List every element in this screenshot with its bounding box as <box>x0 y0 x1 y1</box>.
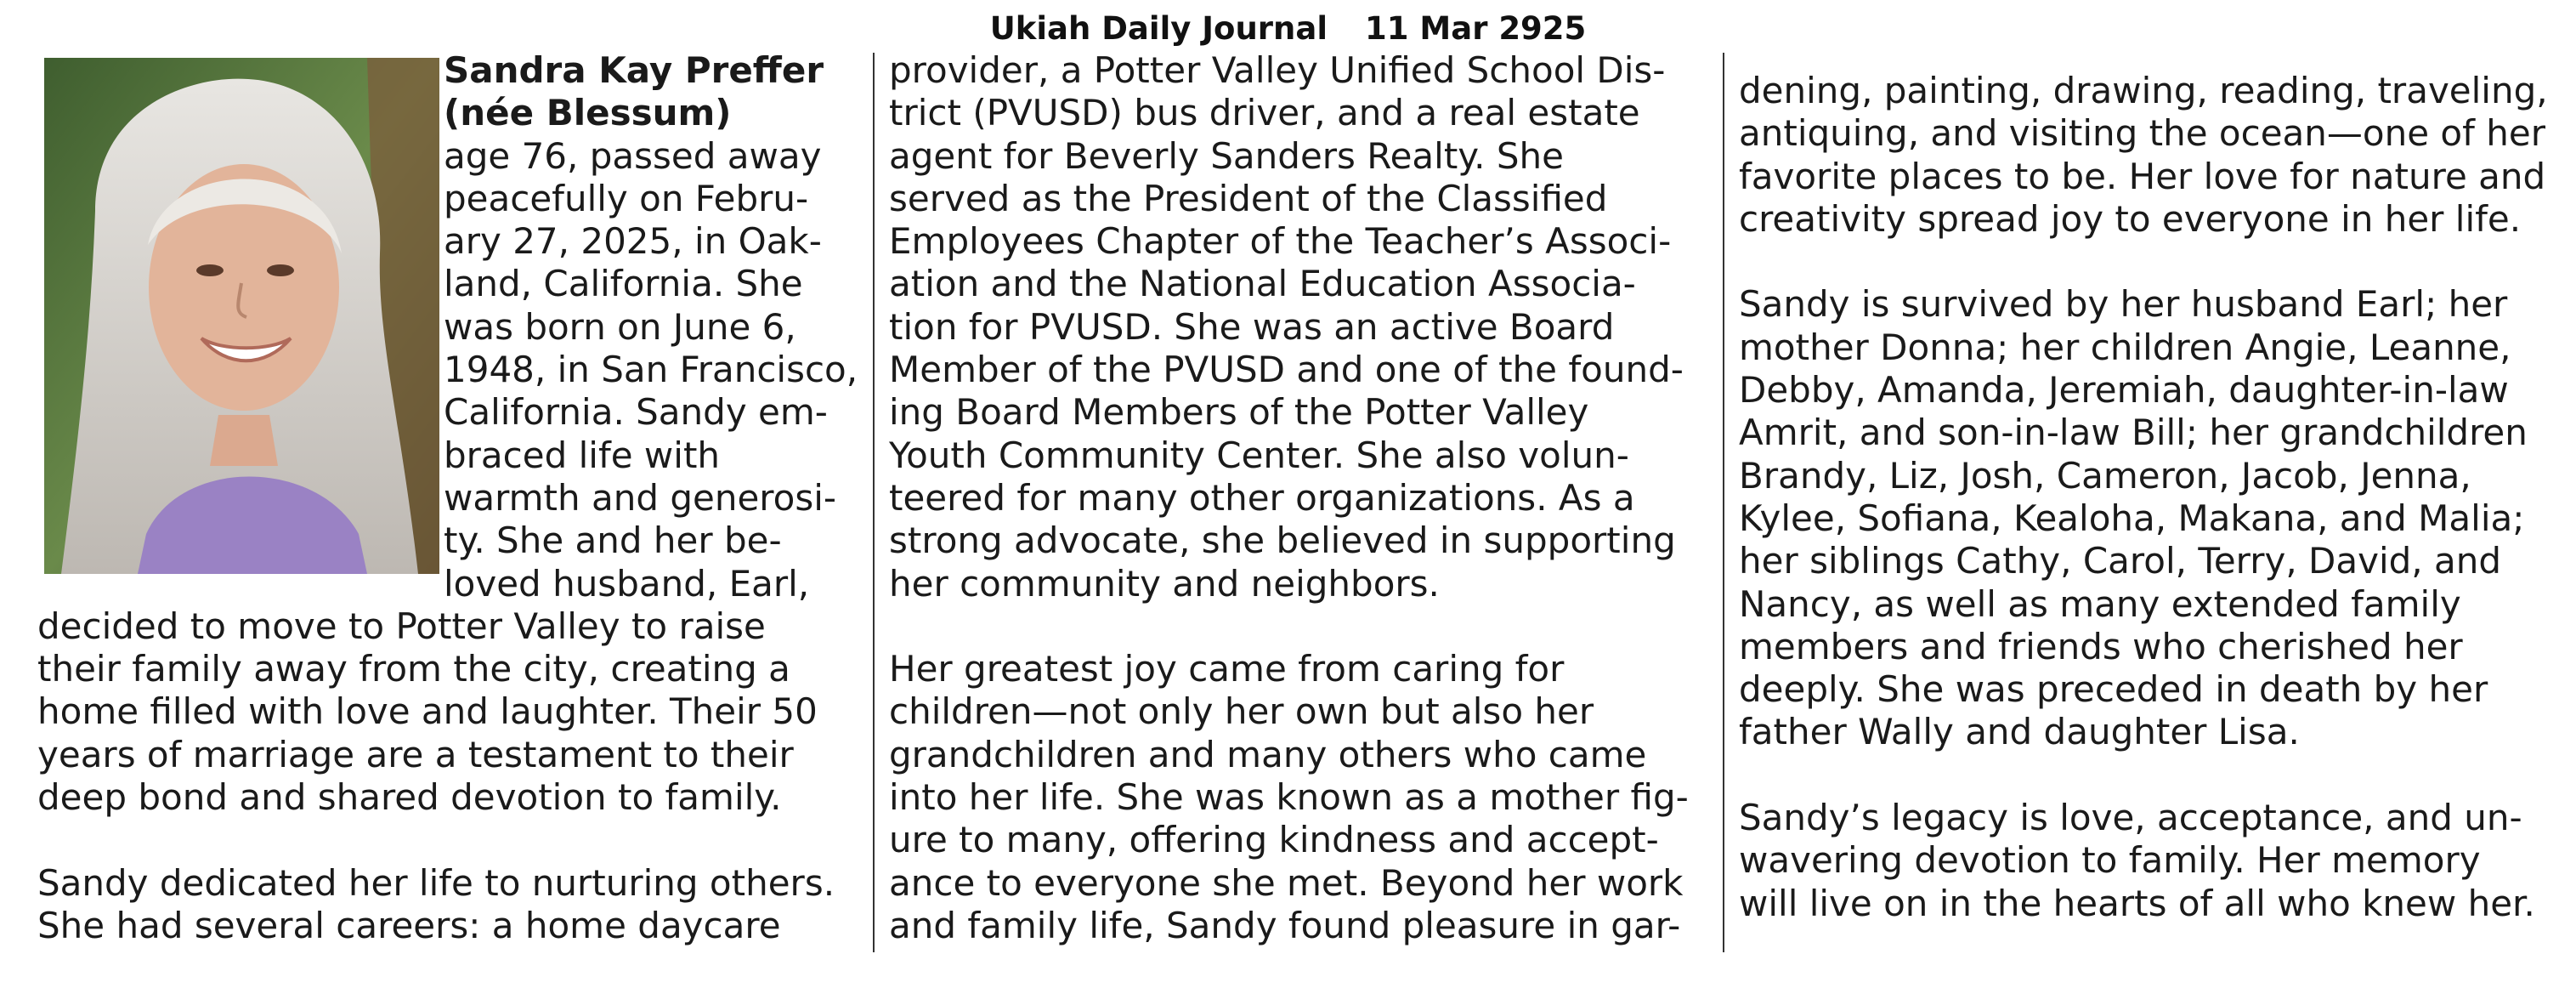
text-line: Youth Community Center. She also volun- <box>889 434 1629 476</box>
text-line: provider, a Potter Valley Unified School Dis- <box>889 49 1666 91</box>
text-line: their family away from the city, creating a <box>37 648 790 690</box>
text-line: Sandy dedicated her life to nurturing others. <box>37 861 835 904</box>
paragraph-break <box>889 605 1722 648</box>
text-line: and family life, Sandy found pleasure in gar- <box>889 904 1681 946</box>
text-line: California. Sandy em- <box>444 391 828 434</box>
text-line: teered for many other organizations. As a <box>889 476 1635 519</box>
text-line: ance to everyone she met. Beyond her work <box>889 861 1684 904</box>
publication-date: 11 Mar 2925 <box>1365 10 1587 47</box>
text-line: ure to many, offering kindness and accept- <box>889 819 1659 861</box>
column-divider <box>873 53 875 952</box>
paragraph-break <box>37 819 879 861</box>
text-line: home filled with love and laughter. Their 50 <box>37 690 818 733</box>
text-line: members and friends who cherished her <box>1739 625 2463 667</box>
text-line: Brandy, Liz, Josh, Cameron, Jacob, Jenna, <box>1739 454 2471 497</box>
text-line: wavering devotion to family. Her memory <box>1739 839 2481 882</box>
deceased-name: Sandra Kay Preffer <box>444 49 824 91</box>
maiden-name: (née Blessum) <box>444 92 732 134</box>
text-line: ing Board Members of the Potter Valley <box>889 391 1589 434</box>
text-line: children—not only her own but also her <box>889 690 1594 733</box>
text-line: trict (PVUSD) bus driver, and a real estate <box>889 92 1640 134</box>
paragraph-break <box>1739 241 2572 283</box>
text-line: Amrit, and son-in-law Bill; her grandchildren <box>1739 412 2528 454</box>
text-line: creativity spread joy to everyone in her life. <box>1739 197 2522 240</box>
text-line: her community and neighbors. <box>889 562 1440 605</box>
column-1 <box>37 49 879 947</box>
text-line: Her greatest joy came from caring for <box>889 648 1565 690</box>
text-line: strong advocate, she believed in supporting <box>889 520 1676 562</box>
text-line: Member of the PVUSD and one of the found- <box>889 349 1684 391</box>
text-line: ty. She and her be- <box>444 520 782 562</box>
column-divider <box>1723 53 1724 952</box>
text-line: Employees Chapter of the Teacher’s Associ- <box>889 220 1672 263</box>
text-line: braced life with <box>444 434 721 476</box>
newspaper-name: Ukiah Daily Journal <box>989 10 1328 47</box>
text-line: peacefully on Febru- <box>444 177 809 219</box>
text-line: loved husband, Earl, <box>444 562 810 605</box>
text-line: deep bond and shared devotion to family. <box>37 776 782 819</box>
text-line: warmth and generosi- <box>444 476 837 519</box>
text-line: tion for PVUSD. She was an active Board <box>889 305 1615 348</box>
text-line: Nancy, as well as many extended family <box>1739 582 2461 625</box>
text-line: favorite places to be. Her love for nature and <box>1739 155 2546 197</box>
column-2 <box>889 49 1722 947</box>
text-line: 1948, in San Francisco, <box>444 349 858 391</box>
text-line: ation and the National Education Associa- <box>889 263 1636 305</box>
text-line: Debby, Amanda, Jeremiah, daughter-in-law <box>1739 369 2509 412</box>
text-line: grandchildren and many others who came <box>889 733 1647 775</box>
text-line: land, California. She <box>444 263 803 305</box>
column-3 <box>1739 70 2572 925</box>
text-line: Sandy’s legacy is love, acceptance, and un- <box>1739 797 2522 839</box>
masthead <box>0 10 2576 51</box>
text-line: deeply. She was preceded in death by her <box>1739 668 2488 711</box>
text-line: Sandy is survived by her husband Earl; her <box>1739 283 2508 326</box>
text-line: She had several careers: a home daycare <box>37 904 781 946</box>
text-line: into her life. She was known as a mother fig- <box>889 776 1689 819</box>
text-line: decided to move to Potter Valley to raise <box>37 605 766 647</box>
text-line: her siblings Cathy, Carol, Terry, David, and <box>1739 540 2502 582</box>
text-line: dening, painting, drawing, reading, traveling, <box>1739 70 2548 111</box>
text-line: age 76, passed away <box>444 134 822 177</box>
text-line: father Wally and daughter Lisa. <box>1739 711 2300 753</box>
text-line: served as the President of the Classified <box>889 177 1608 219</box>
text-line: ary 27, 2025, in Oak- <box>444 220 822 263</box>
text-line: will live on in the hearts of all who knew her. <box>1739 882 2535 924</box>
text-line: years of marriage are a testament to their <box>37 733 794 775</box>
text-line: antiquing, and visiting the ocean—one of her <box>1739 112 2545 155</box>
text-line: was born on June 6, <box>444 305 796 348</box>
text-line: Kylee, Sofiana, Kealoha, Makana, and Malia; <box>1739 497 2525 539</box>
paragraph-break <box>1739 754 2572 797</box>
text-line: mother Donna; her children Angie, Leanne, <box>1739 326 2511 368</box>
text-line: agent for Beverly Sanders Realty. She <box>889 134 1564 177</box>
